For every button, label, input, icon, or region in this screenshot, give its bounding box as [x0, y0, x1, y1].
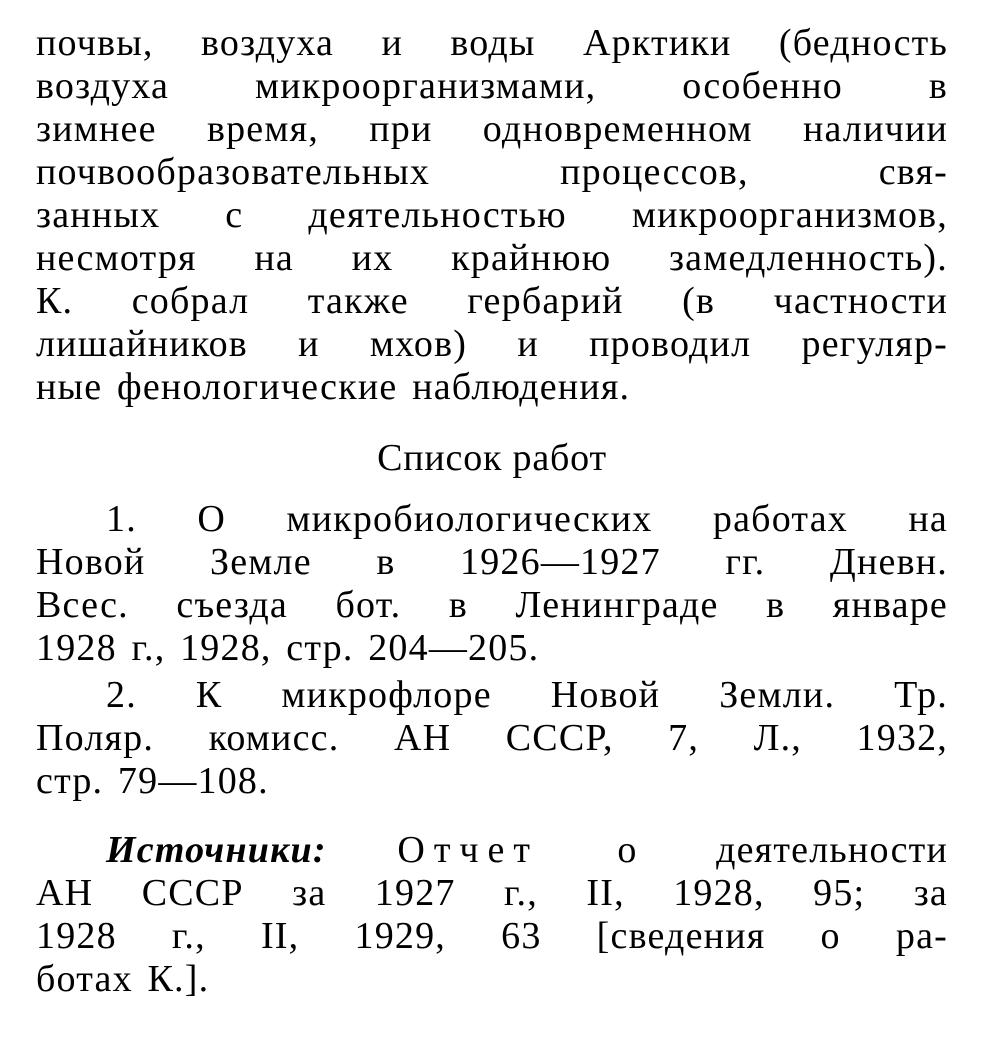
work-item-1 — [36, 498, 948, 670]
text-line: К. собрал также гербарий (в частности — [36, 280, 948, 322]
text-line: АН СССР за 1927 г., II, 1928, 95; за — [36, 872, 948, 914]
text-line: стр. 79—108. — [36, 760, 269, 802]
text-line: 1928 г., 1928, стр. 204—205. — [36, 627, 540, 669]
text-line: несмотря на их крайнюю замедленность). — [36, 237, 948, 279]
text-line: занных с деятельностью микроорганизмов, — [36, 194, 948, 236]
work-item-2 — [36, 674, 948, 803]
sources-first-line-rest: деятельности — [716, 829, 948, 871]
intro-paragraph — [36, 22, 948, 409]
text-line: 1. О микробиологических работах на — [106, 498, 948, 540]
text-line: 1928 г., II, 1929, 63 [сведения о ра- — [36, 915, 948, 957]
text-line: ботах К.]. — [36, 958, 210, 1000]
text-line: Всес. съезда бот. в Ленинграде в январе — [36, 584, 948, 626]
text-line: почвообразовательных процессов, свя- — [36, 151, 948, 193]
text-line: воздуха микроорганизмами, особенно в — [36, 65, 948, 107]
sources-spaced-text: Отчет о — [397, 829, 646, 871]
works-list-heading: Список работ — [377, 437, 607, 479]
text-line: лишайников и мхов) и проводил регуляр- — [36, 323, 948, 365]
sources-paragraph — [36, 829, 948, 1001]
text-line: Поляр. комисс. АН СССР, 7, Л., 1932, — [36, 717, 948, 759]
sources-label: Источники: — [106, 829, 327, 871]
text-line: зимнее время, при одновременном наличии — [36, 108, 948, 150]
document-page — [36, 22, 948, 1001]
sources-first-line — [36, 829, 948, 872]
text-line: Новой Земле в 1926—1927 гг. Дневн. — [36, 541, 948, 583]
text-line: 2. К микрофлоре Новой Земли. Тр. — [106, 674, 948, 716]
text-line: ные фенологические наблюдения. — [36, 366, 631, 408]
text-line: почвы, воздуха и воды Арктики (бедность — [36, 22, 948, 64]
